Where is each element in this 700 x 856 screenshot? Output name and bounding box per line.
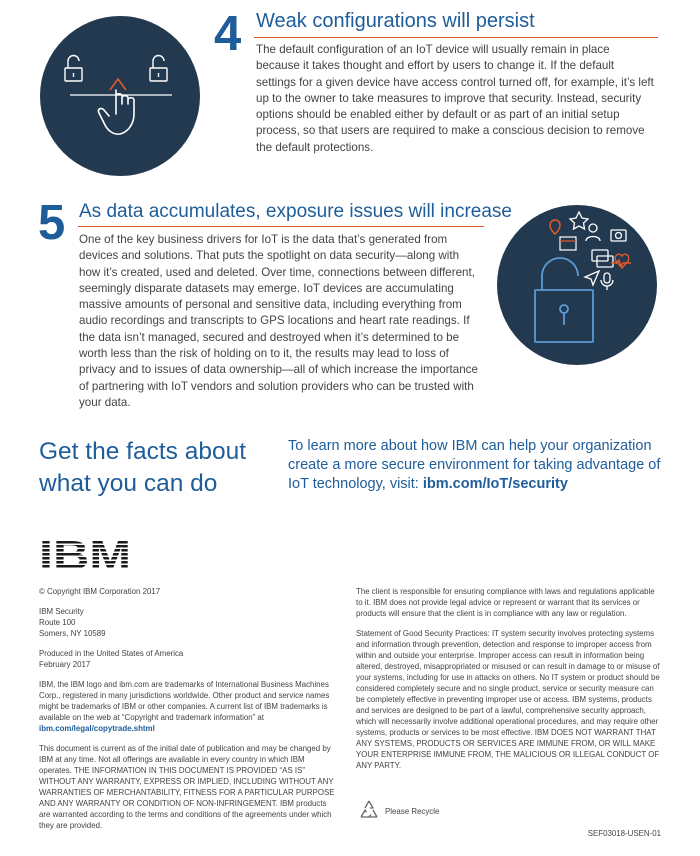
trademarks-text: IBM, the IBM logo and ibm.com are trademarks of International Business Machines Corp., registered in many jurisdictions worldwide. Other product and service names might be trademarks of IBM or other companies. A current list of IBM trademarks is available on the web at “Copyright and trademark information” at ibm.com/legal/copytrade.shtml [39,680,330,733]
recycle-label: Please Recycle [385,807,440,816]
document-code: SEF03018-USEN-01 [587,829,661,838]
disclaimer-text: This document is current as of the initial date of publication and may be changed by IBM at any time. Not all offerings are available in every country in which IBM operates. THE INFORMATION IN THIS DOCUMENT IS PROVIDED “AS IS” WITHOUT ANY WARRANTY, EXPRESS OR IMPLIED, INCLUDING WITHOUT ANY WARRANTIES OF MERCHANTABILITY, FITNESS FOR A PARTICULAR PURPOSE AND ANY WARRANTY OR CONDITION OF NON-INFRINGEMENT. IBM products are warranted according to the terms and conditions of the agreements under which they are provided. [39,744,335,830]
produced-line-2: February 2017 [39,660,91,669]
section-4-number: 4 [214,7,242,61]
facts-cta-text: To learn more about how IBM can help your organization create a more secure environment for taking advantage of IoT technology, visit: [288,438,661,492]
facts-heading-line-2: what you can do [39,470,218,497]
facts-cta-link[interactable]: ibm.com/IoT/security [422,476,568,492]
compliance-text: The client is responsible for ensuring compliance with laws and regulations applicable to it. IBM does not provide legal advice or represent or warrant that its services or products will ensure that the client is in compliance with any law or regulation. [356,587,655,618]
section-4-rule [254,37,658,38]
section-5-body: One of the key business drivers for IoT is the data that’s generated from devices and solutions. That puts the spotlight on data security—along with how it’s created, used and deleted. Over time, connections between different, seemingly disparate datasets may emerge. IoT devices are accumulating massive amounts of personal and sensitive data, including everything from audio recordings and transcripts to GPS locations and heart rate readings. If the data isn’t managed, secured and destroyed when it’s determined to be worth less than the risk of holding on to it, the results may lead to loss of privacy and to issues of data ownership—all of which increase the importance of partnering with IoT vendors and solution providers who can be trusted with your data. [79,233,478,409]
trademarks-link[interactable]: ibm.com/legal/copytrade.shtml [39,724,155,733]
recycle-icon [356,798,382,824]
section-4-body: The default configuration of an IoT device will usually remain in place because it takes thought and effort by users to change it. If the default settings for a given device have access control turned off, for example, it’s left up to the owner to take measures to improve that security. Instead, security options should be enabled either by default or as part of an initial setup process, so that users are required to make a conscious decision to remove the default protections. [256,43,654,154]
ibm-logo [39,537,131,571]
lock-access-illustration [40,16,200,176]
address-line-1: IBM Security [39,607,84,616]
address-line-2: Route 100 [39,618,76,627]
facts-cta [288,437,663,494]
security-statement: Statement of Good Security Practices: IT system security involves protecting systems and information through prevention, detection and response to improper access from within and outside your enterprise. Improper access can result in information being altered, destroyed, misappropriated or misused or can result in damage to or misuse of your systems, including for use in attacks on others. No IT system or product should be considered completely secure and no single product, service or security measure can be completely effective in preventing improper use or access. IBM systems, products and services are designed to be part of a lawful, comprehensive security approach, which will necessarily involve additional operational procedures, and may require other systems, products or services to be most effective. IBM DOES NOT WARRANT THAT ANY SYSTEMS, PRODUCTS OR SERVICES ARE IMMUNE FROM, OR WILL MAKE YOUR ENTERPRISE IMMUNE FROM, THE MALICIOUS OR ILLEGAL CONDUCT OF ANY PARTY. [356,629,660,770]
section-5-rule [78,226,484,227]
copyright: © Copyright IBM Corporation 2017 [39,587,161,596]
section-4-title: Weak configurations will persist [256,10,535,32]
produced-line-1: Produced in the United States of America [39,649,184,658]
facts-heading [39,436,279,500]
section-5-title: As data accumulates, exposure issues will increase [79,201,512,222]
section-5-number: 5 [38,196,66,250]
address-line-3: Somers, NY 10589 [39,629,106,638]
facts-heading-line-1: Get the facts about [39,438,247,465]
legal-right [356,586,662,780]
legal-left [39,586,339,840]
data-security-illustration [497,205,657,365]
